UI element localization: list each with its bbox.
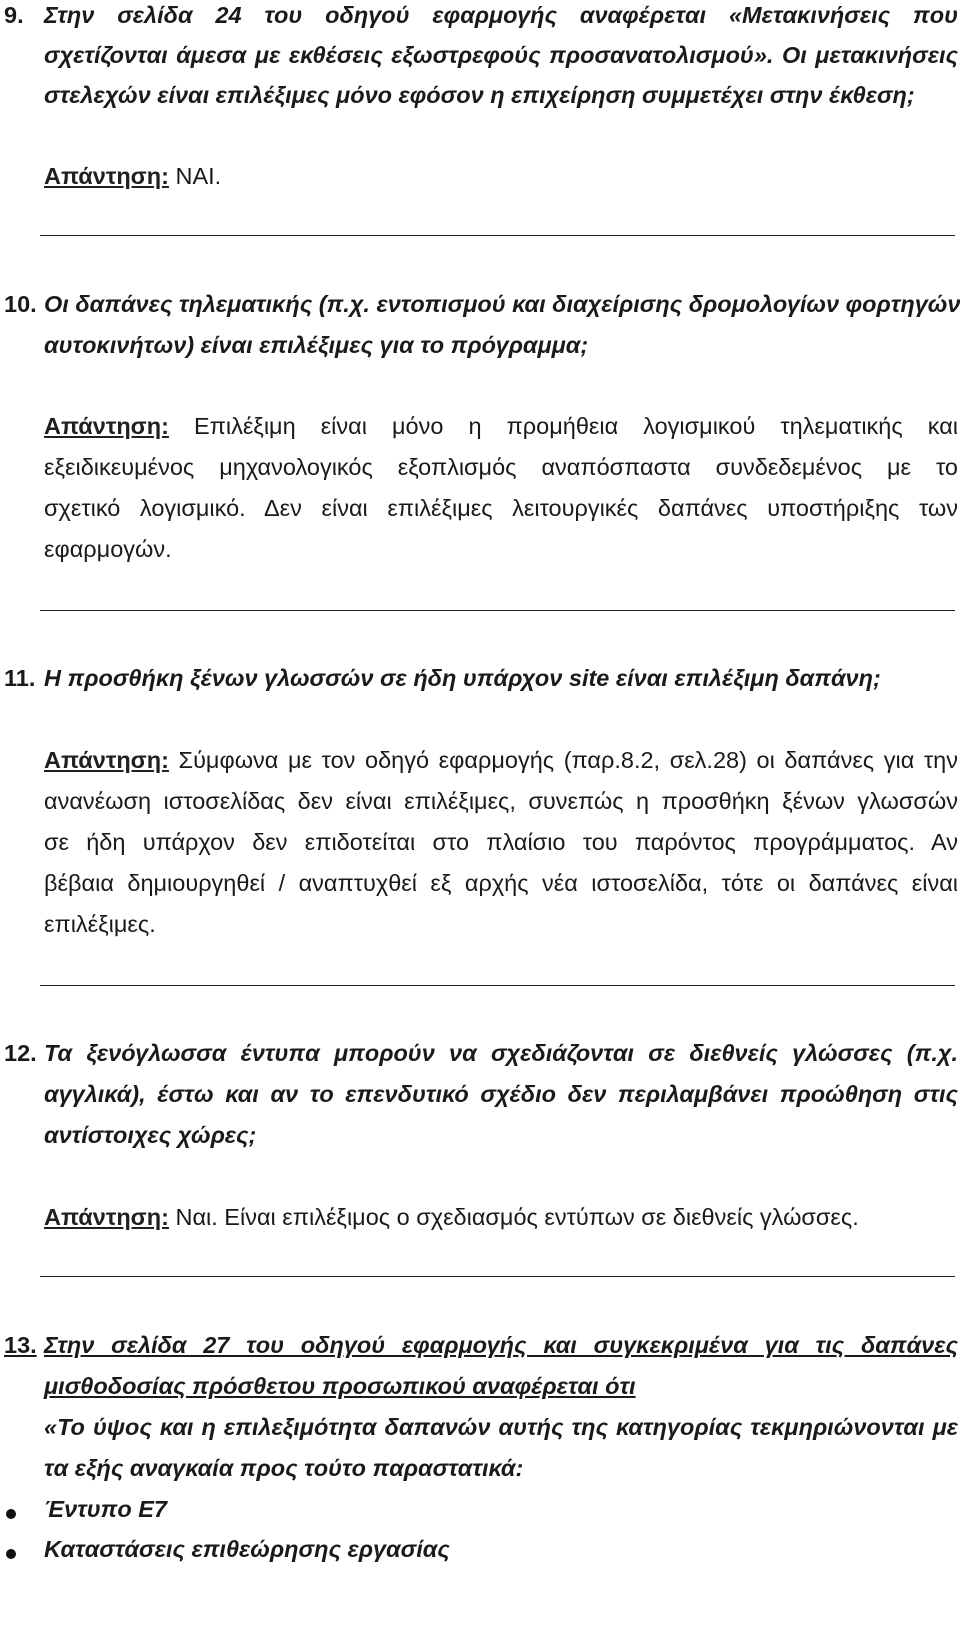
q13-line-4: τα εξής αναγκαία προς τούτο παραστατικά: — [44, 1455, 524, 1481]
q11-answer-label: Απάντηση: — [44, 747, 169, 773]
q13-number: 13. — [4, 1332, 37, 1358]
divider-2 — [40, 610, 955, 611]
q10-answer-line-2: εξειδικευμένος μηχανολογικός εξοπλισμός αναπόσπαστα συνδεδεμένος με το — [44, 454, 958, 480]
q13-bullet-2: Καταστάσεις επιθεώρησης εργασίας — [44, 1536, 450, 1562]
q12-line-2: αγγλικά), έστω και αν το επενδυτικό σχέδιο δεν περιλαμβάνει προώθηση στις — [44, 1081, 958, 1107]
q11-number: 11. — [4, 665, 36, 691]
q12-answer-label: Απάντηση: — [44, 1204, 169, 1230]
q13-line-3: «Το ύψος και η επιλεξιμότητα δαπανών αυτής της κατηγορίας τεκμηριώνονται με — [44, 1414, 958, 1440]
q9-line-2: σχετίζονται άμεσα με εκθέσεις εξωστρεφούς προσανατολισμού». Οι μετακινήσεις — [44, 42, 958, 68]
q10-answer-line-1: Επιλέξιμη είναι μόνο η προμήθεια λογισμικού τηλεματικής και — [168, 413, 958, 439]
divider-4 — [40, 1276, 955, 1277]
q10-answer-label: Απάντηση: — [44, 413, 169, 439]
bullet-icon — [6, 1509, 16, 1519]
q12-line-3: αντίστοιχες χώρες; — [44, 1122, 257, 1148]
q12-answer-text: Ναι. Είναι επιλέξιμος ο σχεδιασμός εντύπων σε διεθνείς γλώσσες. — [168, 1204, 859, 1230]
q13-line-2: μισθοδοσίας πρόσθετου προσωπικού αναφέρεται ότι — [44, 1373, 636, 1399]
q11-answer-line-3: σε ήδη υπάρχον δεν επιδοτείται στο πλαίσιο του παρόντος προγράμματος. Αν — [44, 829, 958, 855]
q11-answer-line-2: ανανέωση ιστοσελίδας δεν είναι επιλέξιμες, συνεπώς η προσθήκη ξένων γλωσσών — [44, 788, 958, 814]
q9-number: 9. — [4, 2, 24, 28]
q10-answer — [44, 413, 958, 440]
q10-line-2: αυτοκινήτων) είναι επιλέξιμες για το πρόγραμμα; — [44, 332, 589, 358]
q11-answer-line-4: βέβαια δημιουργηθεί / αναπτυχθεί εξ αρχής νέα ιστοσελίδα, τότε οι δαπάνες είναι — [44, 870, 958, 896]
q12-answer — [44, 1204, 859, 1231]
q12-line-1: Τα ξενόγλωσσα έντυπα μπορούν να σχεδιάζονται σε διεθνείς γλώσσες (π.χ. — [44, 1040, 958, 1066]
q13-line-1: Στην σελίδα 27 του οδηγού εφαρμογής και συγκεκριμένα για τις δαπάνες — [44, 1332, 958, 1358]
q13-bullet-1: Έντυπο Ε7 — [44, 1496, 167, 1522]
q10-line-1: Οι δαπάνες τηλεματικής (π.χ. εντοπισμού και διαχείρισης δρομολογίων φορτηγών — [44, 291, 960, 317]
q11-answer-line-5: επιλέξιμες. — [44, 911, 156, 937]
q10-answer-line-4: εφαρμογών. — [44, 536, 172, 562]
q10-number: 10. — [4, 291, 37, 317]
q12-number: 12. — [4, 1040, 37, 1066]
q9-answer-label: Απάντηση: — [44, 163, 169, 189]
q11-question: Η προσθήκη ξένων γλωσσών σε ήδη υπάρχον site είναι επιλέξιμη δαπάνη; — [44, 665, 881, 691]
q11-answer — [44, 747, 958, 774]
divider-3 — [40, 985, 955, 986]
q10-answer-line-3: σχετικό λογισμικό. Δεν είναι επιλέξιμες λειτουργικές δαπάνες υποστήριξης των — [44, 495, 958, 521]
q9-line-3: στελεχών είναι επιλέξιμες μόνο εφόσον η επιχείρηση συμμετέχει στην έκθεση; — [44, 82, 915, 108]
divider-1 — [40, 235, 955, 236]
bullet-icon — [6, 1549, 16, 1559]
q11-answer-line-1: Σύμφωνα με τον οδηγό εφαρμογής (παρ.8.2, σελ.28) οι δαπάνες για την — [168, 747, 958, 773]
q9-answer-text: ΝΑΙ. — [168, 163, 222, 189]
q9-answer — [44, 163, 221, 190]
q9-line-1: Στην σελίδα 24 του οδηγού εφαρμογής αναφέρεται «Μετακινήσεις που — [44, 2, 958, 28]
